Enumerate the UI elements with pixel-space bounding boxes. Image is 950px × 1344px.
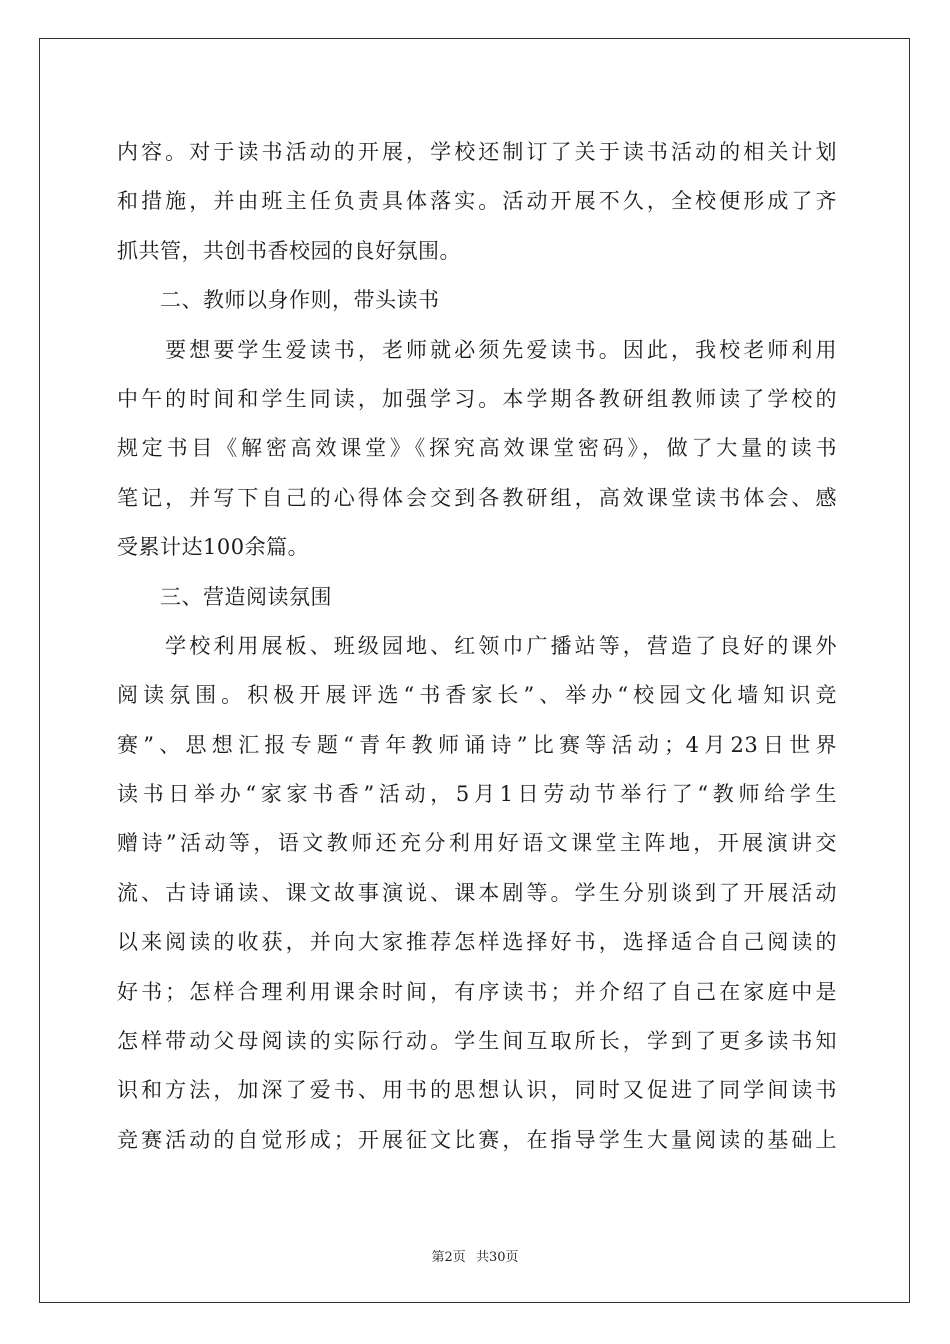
text-line: 以来阅读的收获，并向大家推荐怎样选择好书，选择适合自己阅读的 — [117, 930, 837, 955]
text-line: 流、古诗诵读、课文故事演说、课本剧等。学生分别谈到了开展活动 — [117, 880, 837, 905]
text-line: 好书；怎样合理利用课余时间，有序读书；并介绍了自己在家庭中是 — [117, 979, 837, 1004]
text-line: 阅读氛围。积极开展评选“书香家长”、举办“校园文化墙知识竞 — [117, 683, 837, 708]
section-heading: 三、营造阅读氛围 — [117, 584, 332, 609]
section-heading: 二、教师以身作则，带头读书 — [117, 288, 440, 313]
text-line: 规定书目《解密高效课堂》《探究高效课堂密码》，做了大量的读书 — [117, 436, 837, 461]
text-line: 竞赛活动的自觉形成；开展征文比赛，在指导学生大量阅读的基础上 — [117, 1127, 837, 1152]
page-footer — [0, 1246, 950, 1265]
total-pages: 共30页 — [475, 1250, 519, 1265]
page-number: 第2页 — [431, 1250, 466, 1265]
text-line: 笔记，并写下自己的心得体会交到各教研组，高效课堂读书体会、感 — [117, 485, 837, 510]
text-line: 读书日举办“家家书香”活动，5月1日劳动节举行了“教师给学生 — [117, 782, 837, 807]
text-line: 抓共管，共创书香校园的良好氛围。 — [117, 238, 461, 263]
text-line: 赛”、思想汇报专题“青年教师诵诗”比赛等活动；4月23日世界 — [117, 732, 837, 757]
body-text — [117, 128, 837, 1165]
text-line: 要想要学生爱读书，老师就必须先爱读书。因此，我校老师利用 — [117, 337, 837, 362]
text-line: 和措施，并由班主任负责具体落实。活动开展不久，全校便形成了齐 — [117, 189, 837, 214]
text-line: 受累计达100余篇。 — [117, 535, 310, 560]
text-line: 识和方法，加深了爱书、用书的思想认识，同时又促进了同学间读书 — [117, 1078, 837, 1103]
text-line: 学校利用展板、班级园地、红领巾广播站等，营造了良好的课外 — [117, 633, 837, 658]
text-line: 怎样带动父母阅读的实际行动。学生间互取所长，学到了更多读书知 — [117, 1029, 837, 1054]
text-line: 中午的时间和学生同读，加强学习。本学期各教研组教师读了学校的 — [117, 386, 837, 411]
text-line: 内容。对于读书活动的开展，学校还制订了关于读书活动的相关计划 — [117, 140, 837, 164]
text-line: 赠诗”活动等，语文教师还充分利用好语文课堂主阵地，开展演讲交 — [117, 831, 837, 856]
